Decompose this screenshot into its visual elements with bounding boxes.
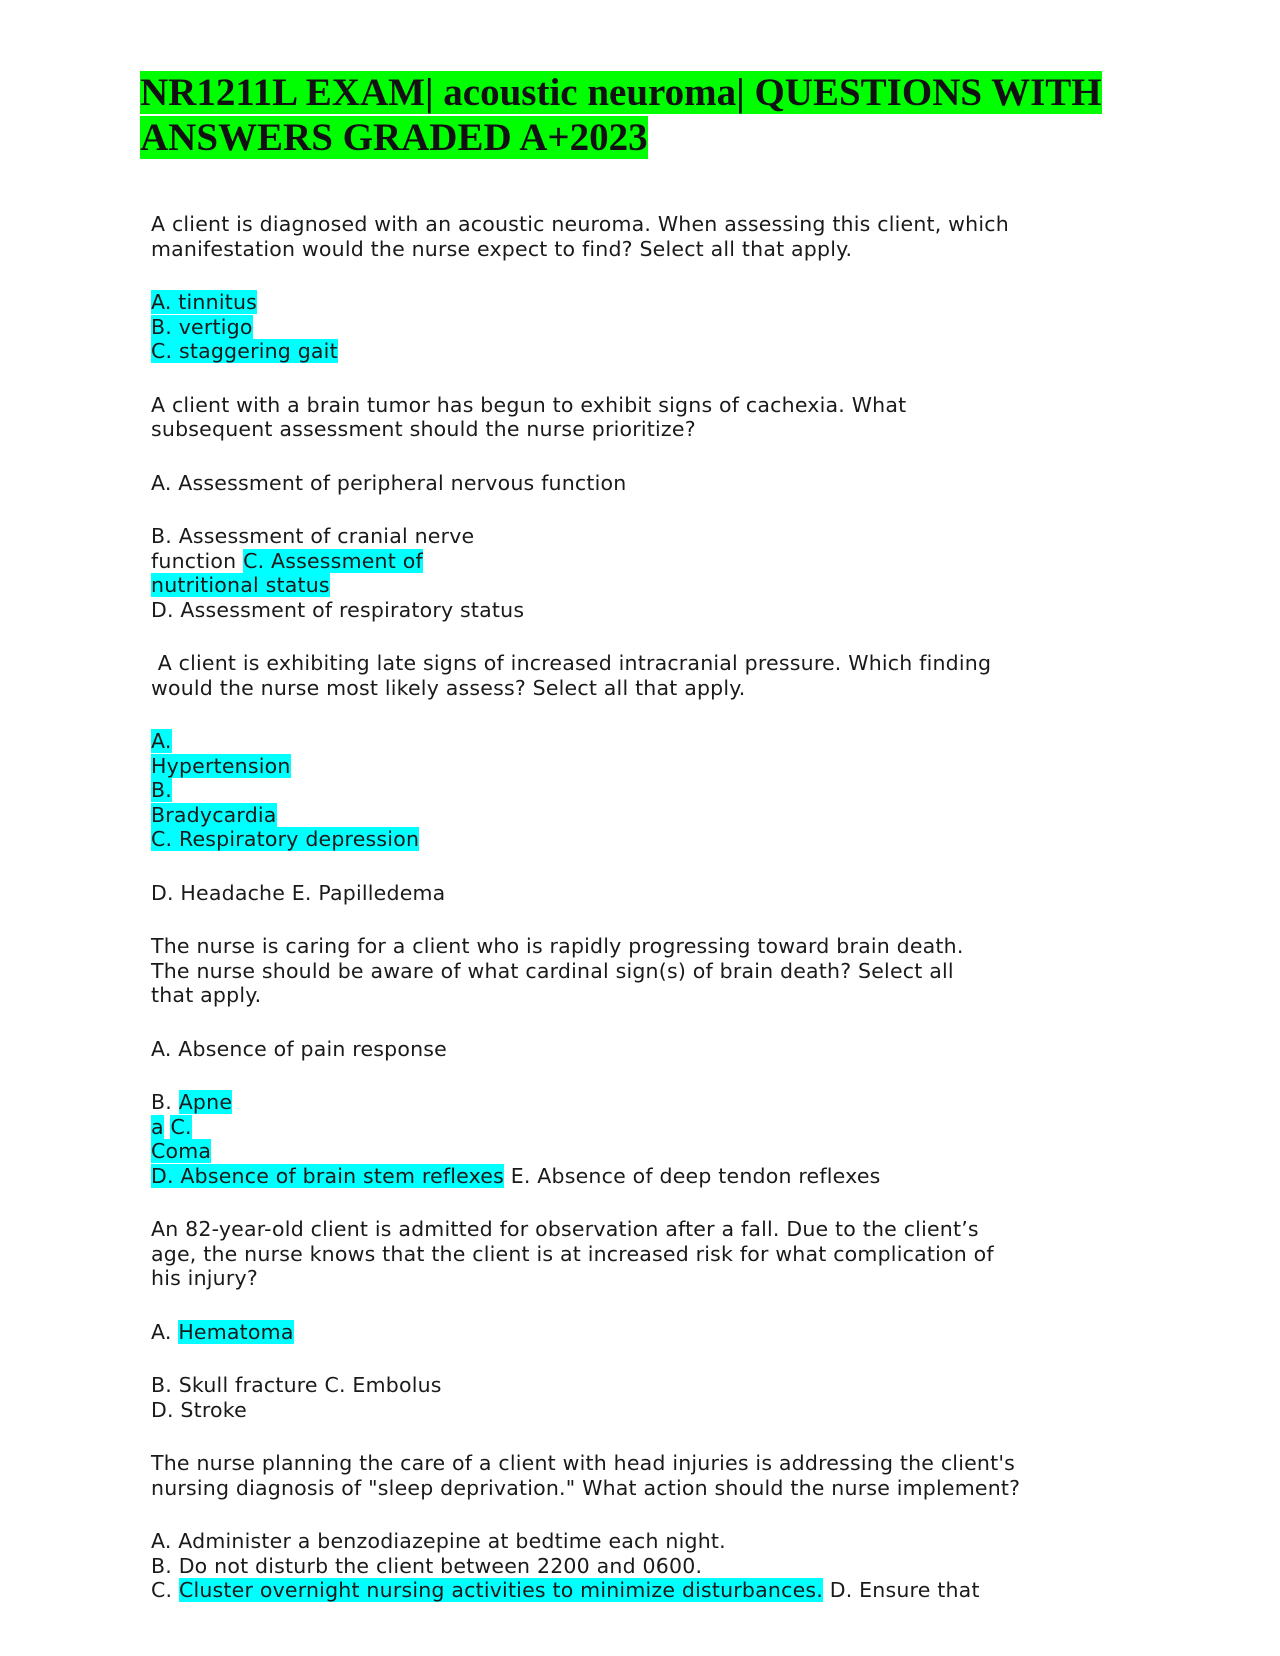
answer-option-b: B. vertigo — [151, 314, 253, 339]
answer-option-c-label: C. — [151, 1578, 173, 1602]
answer-option-a-cont: Hypertension — [151, 753, 291, 778]
title-line-2: ANSWERS GRADED A+2023 — [140, 116, 648, 159]
answer-option-a: A. tinnitus — [151, 290, 258, 314]
question-stem: The nurse planning the care of a client with head injuries is addressing the client's — [151, 1451, 1016, 1475]
answer-option-c: C. Assessment of — [243, 548, 423, 573]
question-3 — [151, 651, 1121, 905]
title-line-1: NR1211L EXAM| acoustic neuroma| QUESTIONS WITH — [140, 71, 1102, 114]
answer-option-d: D. Absence of brain stem reflexes — [151, 1163, 504, 1188]
question-stem: A client with a brain tumor has begun to exhibit signs of cachexia. What — [151, 392, 907, 417]
answer-option-c-cont: Coma — [151, 1139, 212, 1163]
answer-option-a: A. Assessment of peripheral nervous function — [151, 470, 627, 495]
answer-option-b-c: B. Skull fracture C. Embolus — [151, 1373, 442, 1397]
question-stem: subsequent assessment should the nurse prioritize? — [151, 417, 696, 441]
answer-option-a: A. Absence of pain response — [151, 1036, 447, 1061]
answer-option-a: A. Administer a benzodiazepine at bedtime each night. — [151, 1529, 726, 1553]
question-stem: age, the nurse knows that the client is at increased risk for what complication of — [151, 1241, 994, 1266]
answer-option-c: C. Respiratory depression — [151, 827, 420, 851]
answer-option-b: B. — [151, 778, 172, 802]
answer-option-b: B. Do not disturb the client between 2200 and 0600. — [151, 1553, 703, 1578]
answer-option-c-cont: nutritional status — [151, 573, 330, 597]
answer-option-b-label: B. — [151, 1090, 172, 1114]
answer-option-d-e: D. Headache E. Papilledema — [151, 880, 446, 905]
answer-option-a: A. — [151, 729, 172, 753]
document-body — [151, 212, 1121, 1603]
answer-option-d: D. Stroke — [151, 1397, 247, 1422]
question-stem: The nurse is caring for a client who is rapidly progressing toward brain death. — [151, 934, 964, 958]
question-stem: his injury? — [151, 1266, 258, 1290]
answer-option-b-cont: function — [151, 548, 237, 573]
question-5 — [151, 1217, 1121, 1422]
question-6 — [151, 1451, 1121, 1603]
answer-option-c: Cluster overnight nursing activities to minimize disturbances. — [178, 1578, 823, 1602]
document-title — [140, 70, 1140, 160]
question-2 — [151, 393, 1121, 623]
answer-option-c: C. — [170, 1114, 192, 1139]
answer-option-c: C. staggering gait — [151, 339, 338, 363]
question-stem: manifestation would the nurse expect to find? Select all that apply. — [151, 236, 853, 261]
answer-option-b-cont: a — [151, 1114, 164, 1139]
answer-option-a-label: A. — [151, 1319, 172, 1344]
answer-option-a: Hematoma — [178, 1319, 294, 1344]
answer-option-d: D. Assessment of respiratory status — [151, 597, 525, 622]
question-4 — [151, 934, 1121, 1188]
answer-option-d: D. Ensure that — [829, 1578, 980, 1602]
question-stem: An 82-year-old client is admitted for observation after a fall. Due to the client’s — [151, 1217, 979, 1241]
question-stem: The nurse should be aware of what cardinal sign(s) of brain death? Select all — [151, 958, 954, 983]
answer-option-b-cont: Bradycardia — [151, 802, 277, 827]
question-stem: nursing diagnosis of "sleep deprivation." What action should the nurse implement? — [151, 1475, 1021, 1500]
question-stem: A client is diagnosed with an acoustic neuroma. When assessing this client, which — [151, 212, 1009, 236]
question-stem: that apply. — [151, 983, 262, 1007]
answer-option-b: Apne — [178, 1090, 233, 1114]
question-stem: A client is exhibiting late signs of increased intracranial pressure. Which finding — [151, 651, 992, 675]
answer-option-b: B. Assessment of cranial nerve — [151, 524, 475, 548]
answer-option-e: E. Absence of deep tendon reflexes — [510, 1163, 881, 1188]
question-stem: would the nurse most likely assess? Select all that apply. — [151, 675, 746, 700]
question-1 — [151, 212, 1121, 364]
